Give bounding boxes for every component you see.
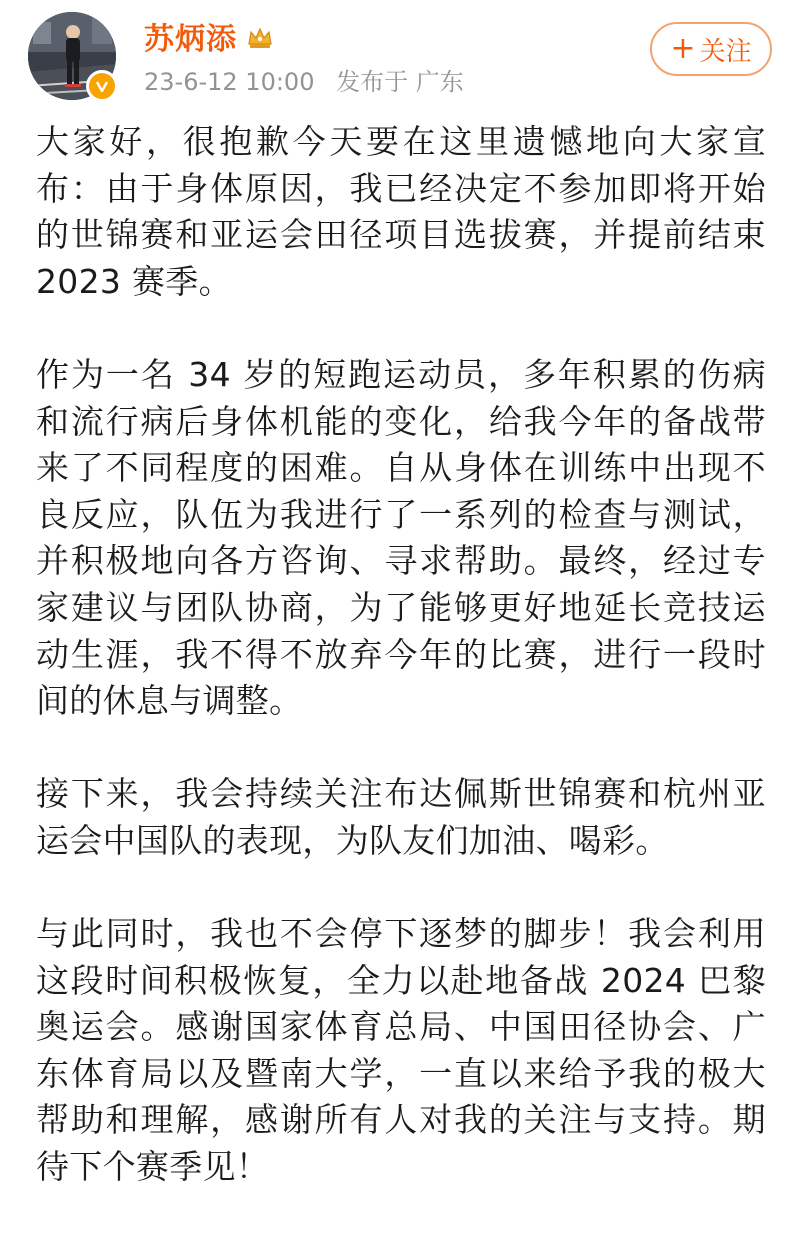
post-paragraph: 与此同时，我也不会停下逐梦的脚步！我会利用这段时间积极恢复，全力以赴地备战 2024 巴黎奥运会。感谢国家体育总局、中国田径协会、广东体育局以及暨南大学，一直以来给予我的极大帮助和理解，感谢所有人对我的关注与支持。期待下个赛季见！	[36, 914, 766, 1187]
post-location: 发布于 广东	[336, 68, 464, 96]
post-meta	[144, 66, 478, 98]
avatar[interactable]	[28, 12, 116, 100]
post-paragraph: 作为一名 34 岁的短跑运动员，多年积累的伤病和流行病后身体机能的变化，给我今年的备战带来了不同程度的困难。自从身体在训练中出现不良反应，队伍为我进行了一系列的检查与测试，并积极地向各方咨询、寻求帮助。最终，经过专家建议与团队协商，为了能够更好地延长竞技运动生涯，我不得不放弃今年的比赛，进行一段时间的休息与调整。	[36, 354, 766, 721]
post-date: 23-6-12 10:00	[144, 68, 315, 96]
post-header	[0, 0, 800, 110]
verified-badge-icon	[86, 70, 118, 102]
user-name[interactable]: 苏炳添	[144, 22, 237, 57]
post-paragraph: 大家好，很抱歉今天要在这里遗憾地向大家宣布：由于身体原因，我已经决定不参加即将开始的世锦赛和亚运会田径项目选拔赛，并提前结束 2023 赛季。	[36, 122, 766, 301]
follow-button[interactable]	[650, 22, 772, 76]
post-body	[36, 119, 766, 1237]
crown-icon	[246, 24, 274, 52]
plus-icon: +	[670, 31, 696, 66]
follow-label: 关注	[699, 36, 752, 67]
post-paragraph: 接下来，我会持续关注布达佩斯世锦赛和杭州亚运会中国队的表现，为队友们加油、喝彩。	[36, 774, 766, 860]
